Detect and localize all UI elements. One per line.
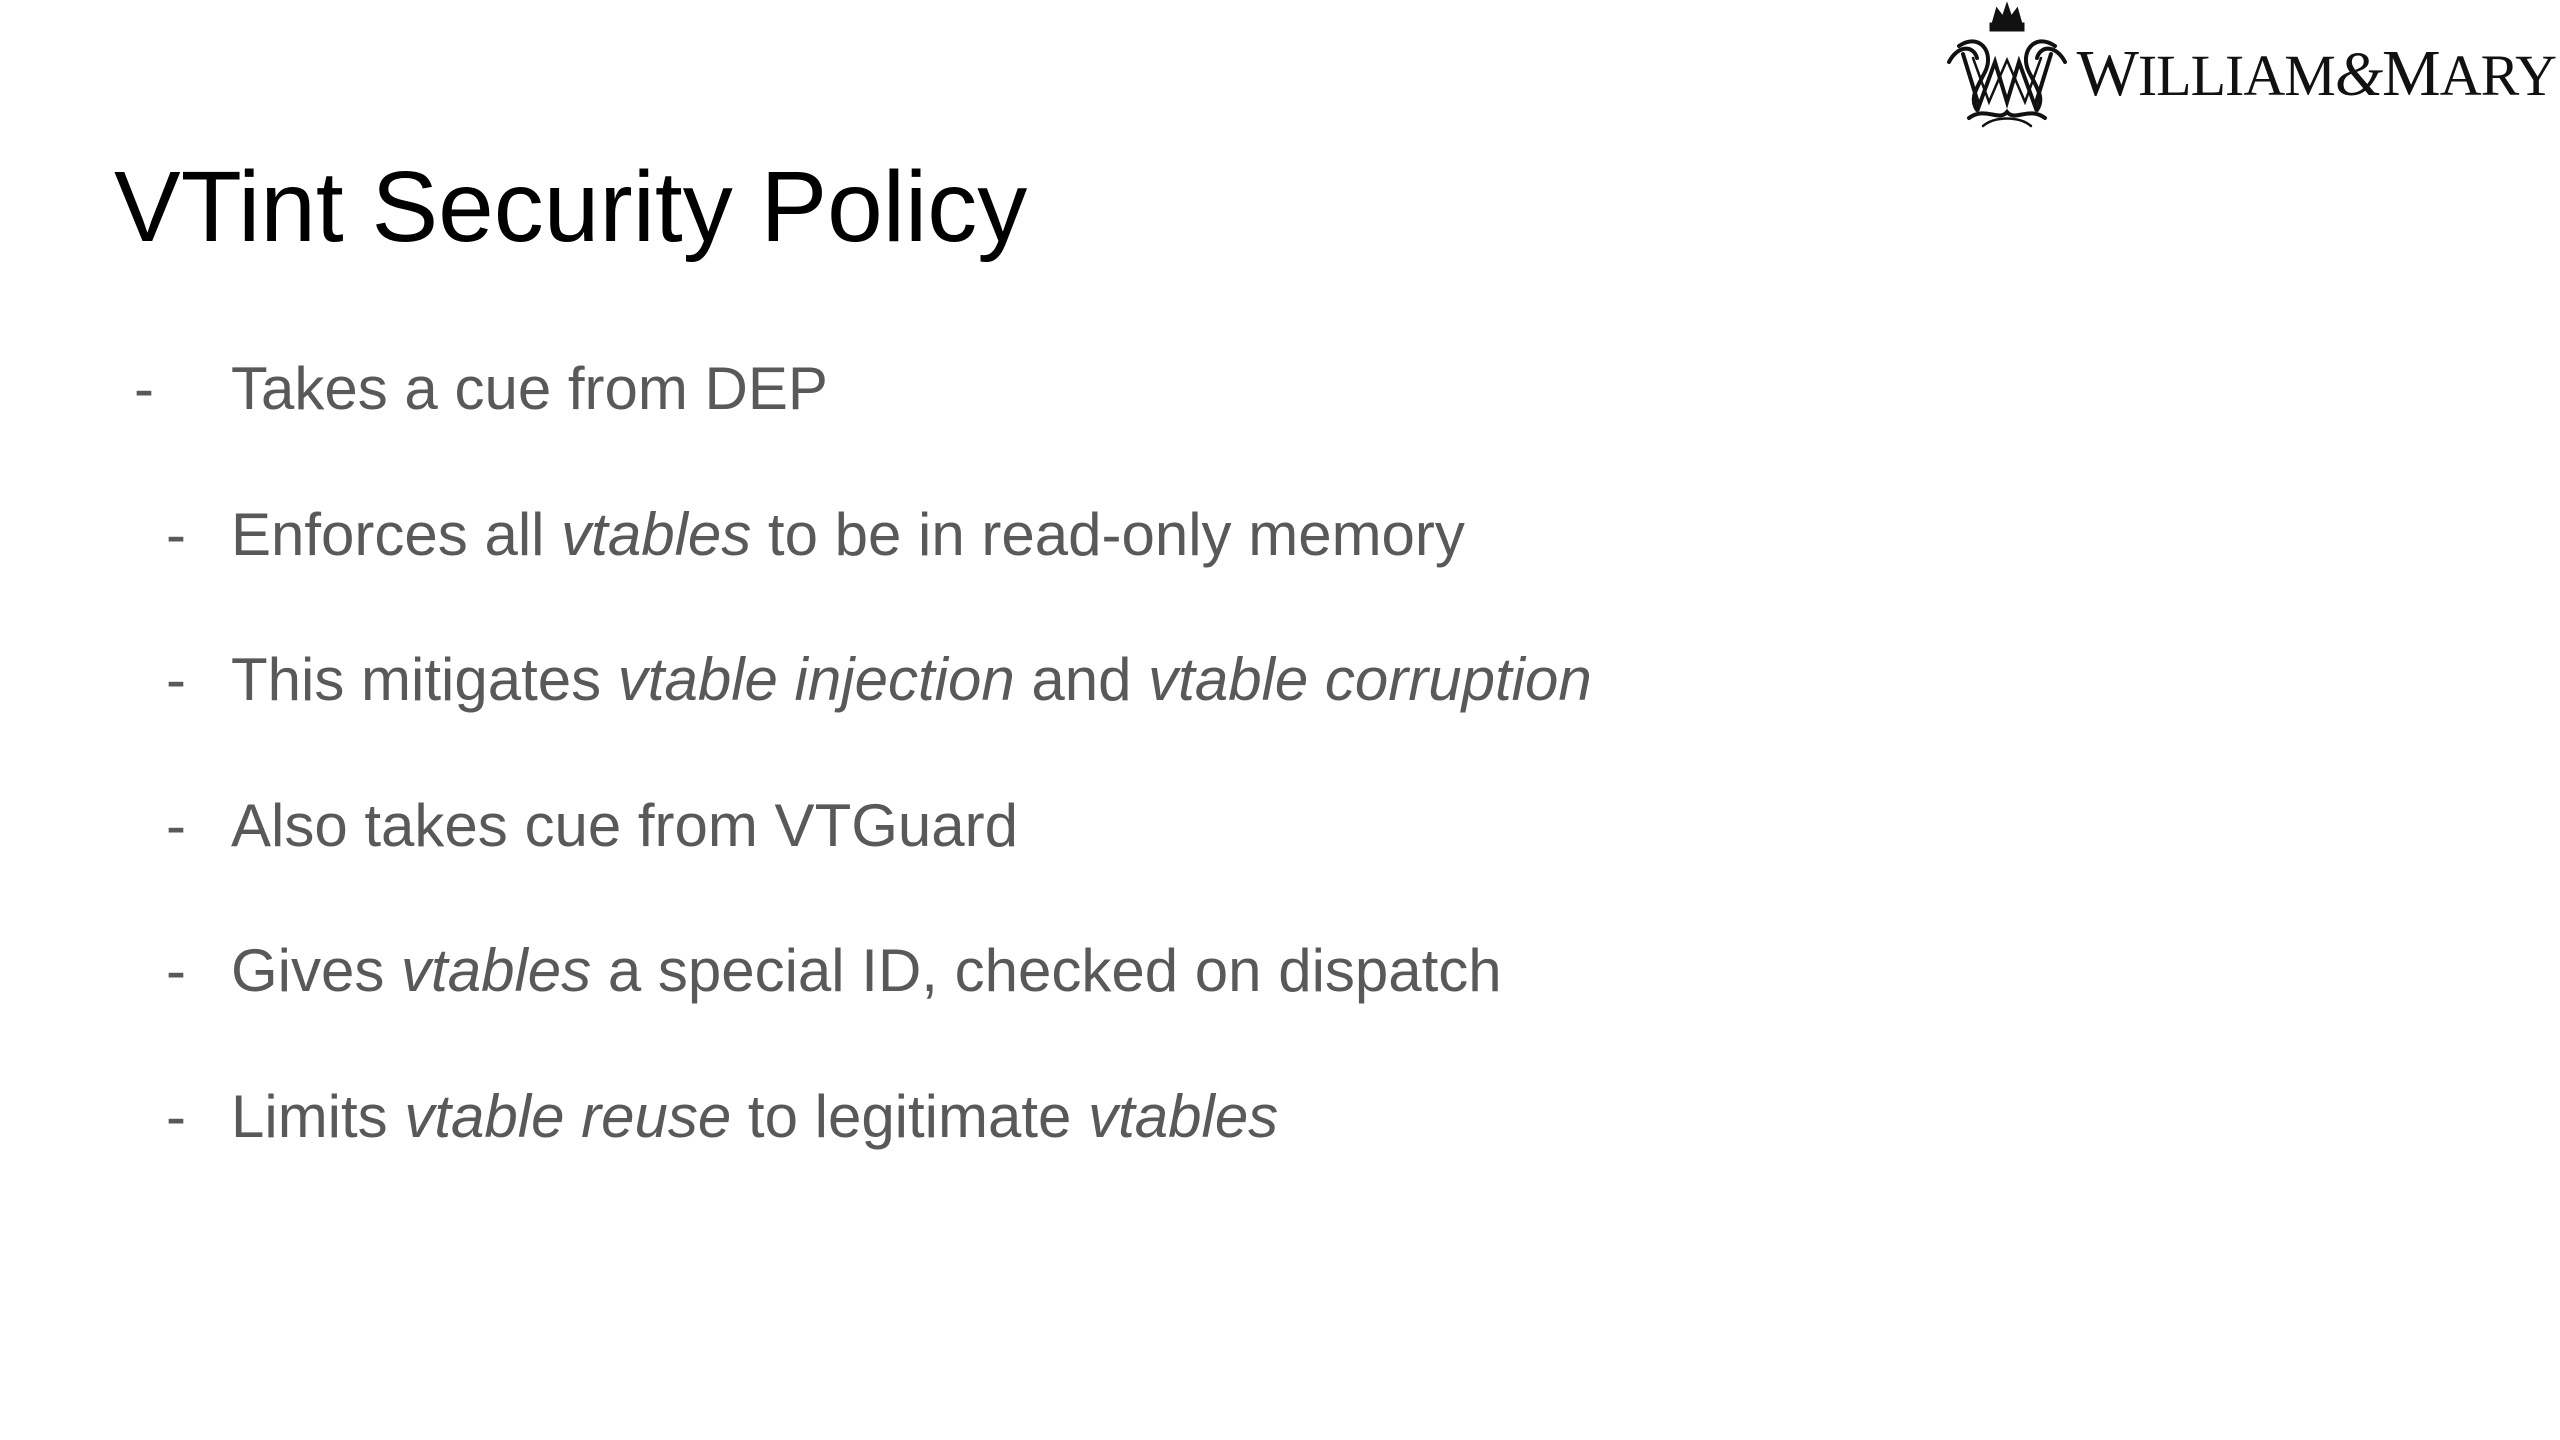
bullet-text: Enforces all vtables to be in read-only memory	[231, 500, 1465, 568]
bullet-item	[0, 350, 2000, 496]
bullet-item	[0, 932, 2000, 1078]
bullet-text: This mitigates vtable injection and vtable corruption	[231, 646, 1592, 713]
william-and-mary-logo	[1920, 0, 2560, 140]
bullet-item	[0, 496, 2000, 642]
bullet-dash: -	[166, 646, 186, 713]
bullet-text: Limits vtable reuse to legitimate vtables	[231, 1082, 1279, 1150]
bullet-text: Gives vtables a special ID, checked on dispatch	[231, 937, 1502, 1004]
slide-title: VTint Security Policy	[114, 151, 1028, 263]
bullet-text: Takes a cue from DEP	[231, 355, 828, 422]
bullet-list	[0, 350, 2000, 1223]
bullet-dash: -	[166, 791, 186, 859]
bullet-item	[0, 641, 2000, 787]
bullet-text: Also takes cue from VTGuard	[231, 791, 1018, 859]
bullet-dash: -	[134, 355, 154, 422]
bullet-dash: -	[166, 937, 186, 1004]
cypher-crown-icon	[1939, 2, 2075, 138]
logo-wordmark: WILLIAM&MARY	[2076, 37, 2556, 110]
bullet-item	[0, 1078, 2000, 1224]
bullet-dash: -	[166, 1082, 186, 1150]
bullet-item	[0, 787, 2000, 933]
bullet-dash: -	[166, 500, 186, 568]
